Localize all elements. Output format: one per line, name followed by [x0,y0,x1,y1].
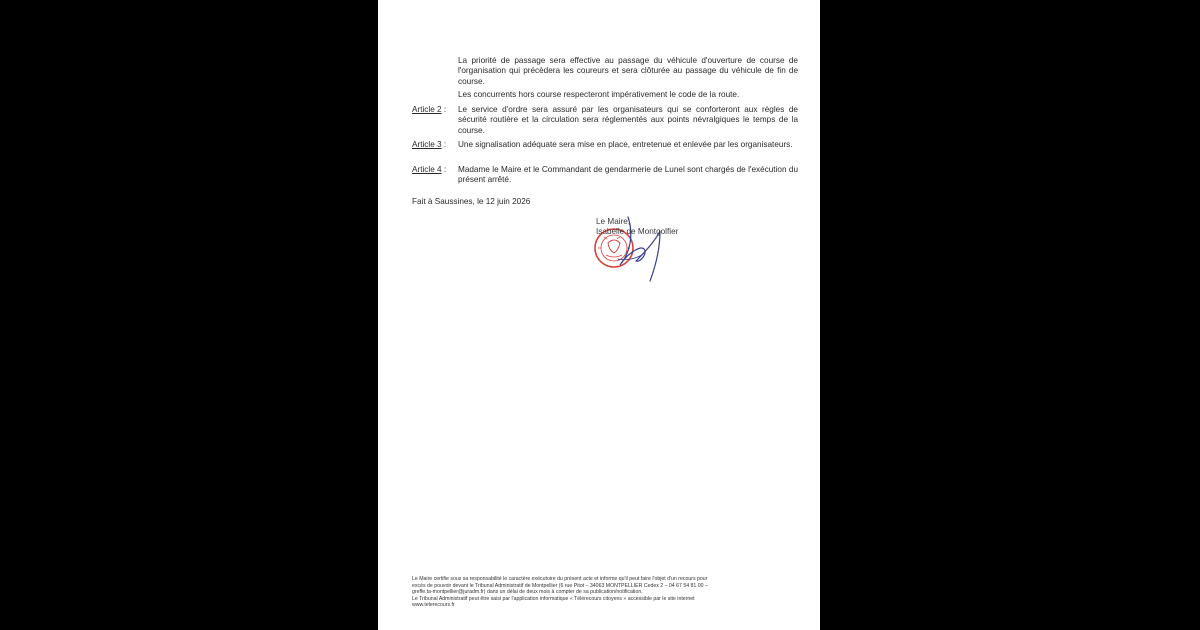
intro-paragraph: La priorité de passage sera effective au passage du véhicule d'ouverture de course de l'organisation qui précèdera les coureurs et sera clôturée au passage du véhicule de fin de course. [458,56,798,86]
article-3-label-text: Article 3 [412,140,442,149]
signature-name: Isabelle de Montgolfier [596,227,679,236]
article-4-label-text: Article 4 [412,165,442,174]
second-paragraph: Les concurrents hors course respecteront impérativement le code de la route. [458,90,740,99]
signature-title: Le Maire, [596,217,631,226]
article-4-text: Madame le Maire et le Commandant de gendarmerie de Lunel sont chargés de l'exécution du présent arrêté. [458,165,798,185]
place-date: Fait à Saussines, le 12 juin 2026 [412,197,531,206]
article-2-label-text: Article 2 [412,105,442,114]
article-3-text: Une signalisation adéquate sera mise en place, entretenue et enlevée par les organisateurs. [458,140,793,149]
article-3-label: Article 3 : [412,140,447,149]
footer-line: greffe.ta-montpellier@juradm.fr) dans un délai de deux mois à compter de sa publication/notification. [412,589,643,596]
document-page [378,0,820,630]
footer-line: Le Tribunal Administratif peut être saisi par l'application informatique « Télérecours citoyens » accessible par le site internet [412,595,695,602]
footer-link[interactable]: www.telerecours.fr [412,602,455,609]
article-2-text: Le service d'ordre sera assuré par les organisateurs qui se conforteront aux règles de sécurité routière et la circulation sera réglementés aux points névralgiques le temps de la course. [458,105,798,135]
footer-line: Le Maire certifie sous sa responsabilité le caractère exécutoire du présent acte et informe qu'il peut faire l'objet d'un recours pour [412,576,708,582]
article-4-label: Article 4 : [412,165,447,174]
signature-block [590,215,710,285]
footer-line: excès de pouvoir devant le Tribunal Administratif de Montpellier (6 rue Pitot – 34063 MONTPELLIER Cedex 2 – 04 67 54 81 00 – [412,582,708,589]
legal-footer [412,576,792,609]
article-2-label: Article 2 : [412,105,447,114]
